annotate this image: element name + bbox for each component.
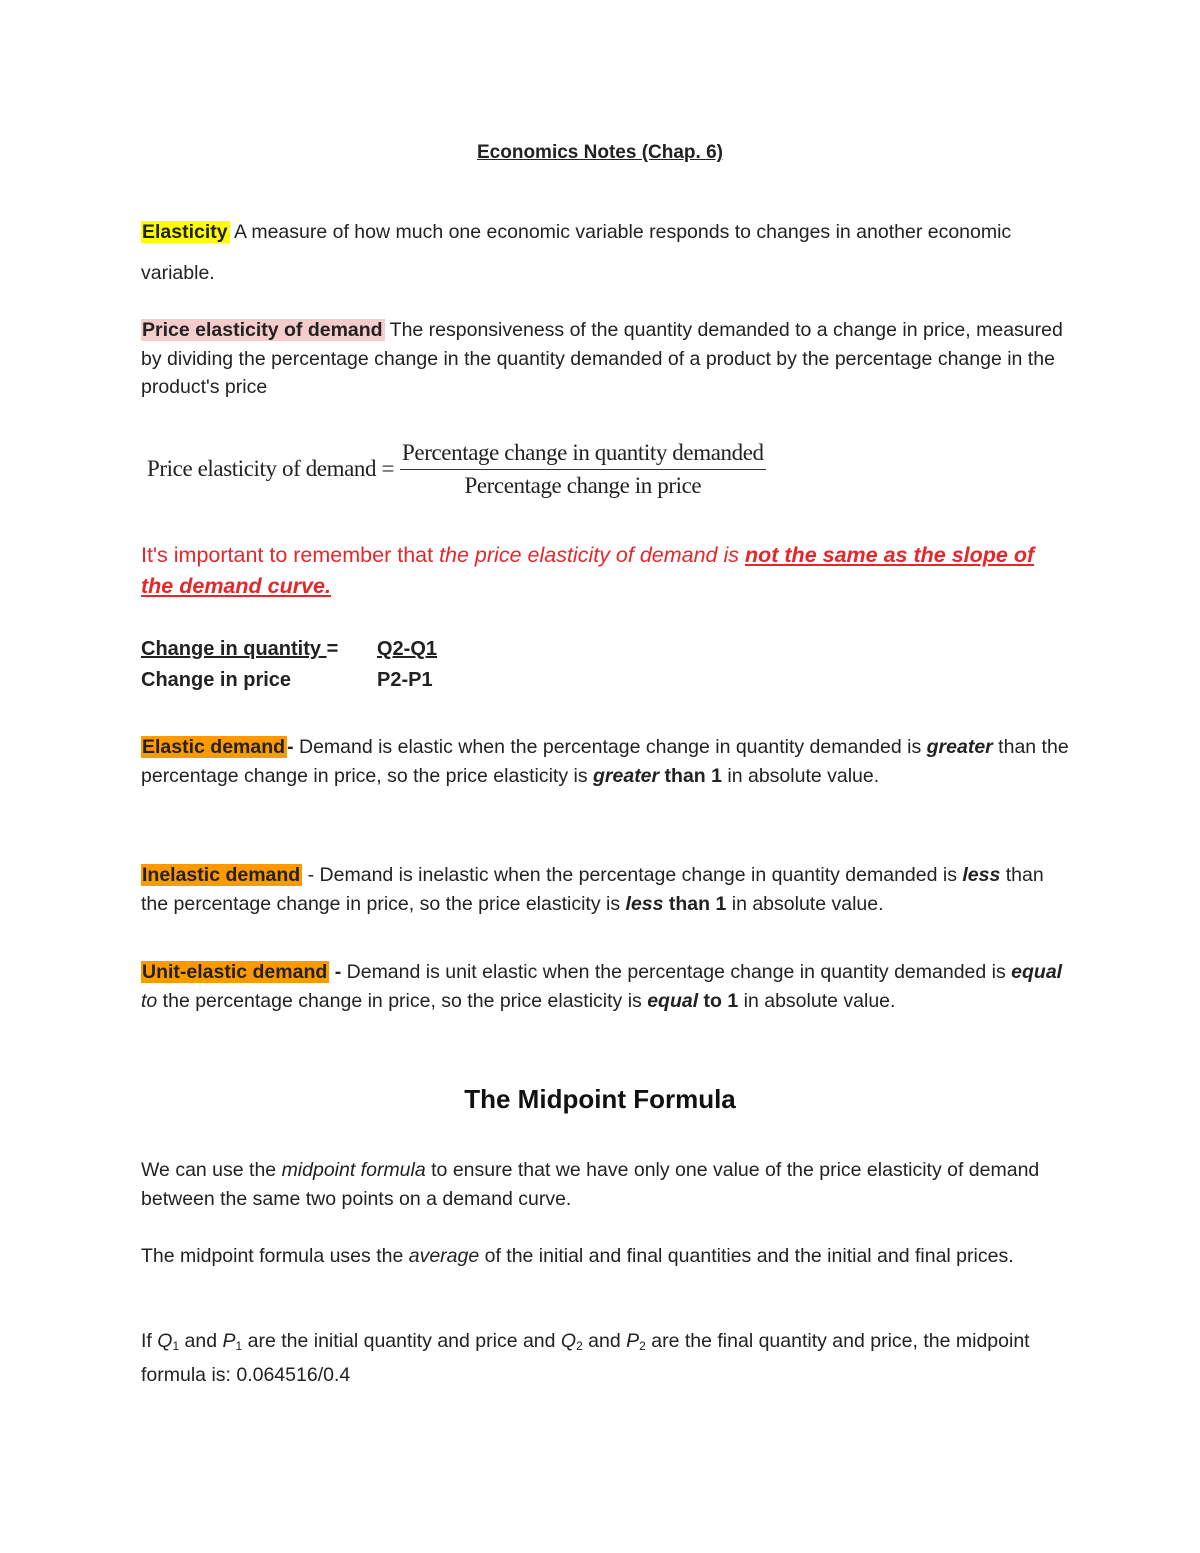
unit-elastic-demand-definition [141, 958, 1071, 1015]
change-quantity-value: Q2-Q1 [377, 638, 438, 660]
midpoint-paragraph-3 [141, 1327, 1071, 1389]
midpoint-p2-a: The midpoint formula uses the [141, 1245, 409, 1267]
inelastic-text-1: - Demand is inelastic when the percentage change in quantity demanded is [302, 864, 963, 886]
midpoint-p3-mid: are the initial quantity and price and [242, 1330, 561, 1352]
formula-lhs: Price elasticity of demand = [147, 456, 395, 481]
change-row-quantity [141, 634, 437, 665]
symbol-p2: P [626, 1330, 640, 1352]
unit-text-3: in absolute value. [738, 989, 896, 1012]
sub-q1: 1 [172, 1339, 180, 1353]
formula-denominator: Percentage change in price [464, 472, 702, 498]
change-quantity-label: Change in quantity [141, 638, 327, 660]
elasticity-definition [141, 212, 1071, 294]
unit-word-equal: equal [1011, 961, 1063, 983]
sub-p2: 2 [639, 1339, 646, 1353]
price-elasticity-text: The responsiveness of the quantity demanded to a change in price, measured by dividing the percentage change in the quantity demanded of a product by the percentage change in the product's price [141, 319, 1063, 398]
midpoint-p2-b: of the initial and final quantities and the initial and final prices. [479, 1245, 1014, 1267]
slope-warning [141, 540, 1071, 602]
change-ratio [141, 634, 437, 696]
term-elastic-demand: Elastic demand [142, 736, 286, 758]
term-price-elasticity: Price elasticity of demand [142, 319, 383, 341]
inelastic-than-1: than 1 [663, 892, 727, 915]
inelastic-text-3: in absolute value. [726, 892, 884, 915]
midpoint-p1-a: We can use the [141, 1159, 282, 1181]
unit-text-2: the percentage change in price, so the price elasticity is [157, 989, 648, 1012]
midpoint-p1-b: to ensure that we have only one value of the price elasticity of demand between the same two points on a demand curve. [141, 1159, 1040, 1210]
unit-to-1: to 1 [698, 989, 739, 1012]
symbol-q2: Q [560, 1330, 577, 1352]
change-quantity-cell [141, 634, 377, 665]
midpoint-and-1: and [179, 1330, 223, 1352]
inelastic-word-less-2: less [625, 892, 664, 915]
inelastic-word-less: less [962, 864, 1001, 886]
midpoint-and-2: and [582, 1330, 627, 1352]
sub-q2: 2 [576, 1339, 583, 1353]
change-price-label: Change in price [141, 669, 292, 691]
symbol-p1: P [222, 1330, 236, 1352]
elastic-than-1: than 1 [659, 764, 722, 787]
page-title: Economics Notes (Chap. 6) [477, 142, 723, 163]
elastic-word-greater-2: greater [593, 764, 660, 787]
price-elasticity-definition [141, 316, 1071, 402]
elasticity-formula [147, 434, 766, 504]
term-unit-elastic-demand: Unit-elastic demand [142, 961, 328, 983]
midpoint-p3-end: are the final quantity and price, the midpoint formula is: 0.064516/0.4 [141, 1330, 1030, 1386]
midpoint-heading: The Midpoint Formula [464, 1084, 736, 1114]
term-elasticity: Elasticity [142, 221, 228, 243]
midpoint-p1-italic: midpoint formula [281, 1159, 426, 1181]
change-row-price [141, 665, 437, 696]
elastic-text-2: than the percentage change in price, so the price elasticity is [141, 736, 1069, 787]
warning-italic: the price elasticity of demand is [439, 543, 745, 567]
midpoint-paragraph-2 [141, 1242, 1071, 1271]
sub-p1: 1 [235, 1339, 243, 1353]
elasticity-text: A measure of how much one economic variable responds to changes in another economic variable. [141, 221, 1012, 284]
inelastic-text-2: than the percentage change in price, so the price elasticity is [141, 864, 1044, 915]
elastic-word-greater: greater [926, 736, 993, 758]
unit-word-to: to [141, 989, 158, 1012]
elastic-demand-definition [141, 733, 1071, 790]
unit-dash: - [329, 961, 347, 983]
elastic-text-1: Demand is elastic when the percentage change in quantity demanded is [293, 736, 927, 758]
warning-bold: not the same as the slope of the demand curve. [141, 543, 1035, 598]
unit-word-equal-2: equal [647, 989, 699, 1012]
midpoint-paragraph-1 [141, 1156, 1071, 1213]
symbol-q1: Q [157, 1330, 173, 1352]
unit-text-1: Demand is unit elastic when the percentage change in quantity demanded is [346, 961, 1012, 983]
elastic-dash: - [287, 736, 294, 758]
formula-numerator: Percentage change in quantity demanded [400, 440, 766, 470]
change-price-value: P2-P1 [377, 669, 433, 691]
midpoint-p2-italic: average [408, 1245, 480, 1267]
change-equals: = [326, 638, 339, 660]
term-inelastic-demand: Inelastic demand [142, 864, 301, 886]
formula-fraction [400, 440, 766, 499]
elastic-text-3: in absolute value. [721, 764, 880, 787]
warning-plain: It's important to remember that [141, 543, 440, 567]
inelastic-demand-definition [141, 861, 1071, 918]
midpoint-if: If [141, 1330, 158, 1352]
